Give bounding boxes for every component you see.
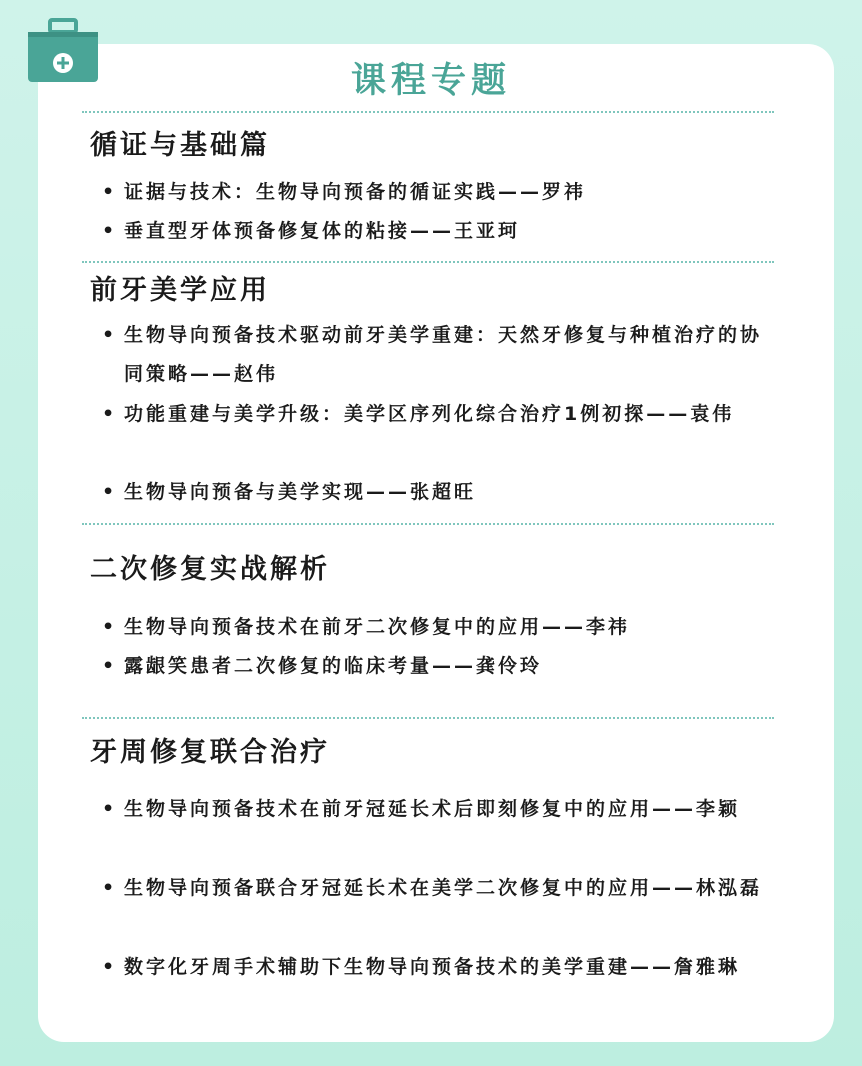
section-heading: 二次修复实战解析 [90, 554, 330, 585]
bullet: • [102, 877, 118, 899]
bullet: • [102, 798, 118, 820]
list-item [102, 395, 782, 434]
divider [82, 111, 774, 113]
bullet: • [102, 481, 118, 503]
bullet: • [102, 324, 118, 346]
section-heading: 牙周修复联合治疗 [90, 737, 330, 768]
list-item [102, 790, 782, 829]
section-heading: 前牙美学应用 [90, 275, 270, 306]
bullet: • [102, 181, 118, 203]
list-item-text: 生物导向预备与美学实现——张超旺 [124, 481, 477, 503]
list-item-text: 生物导向预备技术驱动前牙美学重建：天然牙修复与种植治疗的协同策略——赵伟 [124, 324, 763, 385]
list-item-text: 生物导向预备技术在前牙二次修复中的应用——李祎 [124, 616, 631, 638]
list-item-text: 垂直型牙体预备修复体的粘接——王亚珂 [124, 220, 521, 242]
divider [82, 717, 774, 719]
list-item [102, 647, 782, 686]
page-title: 课程专题 [350, 61, 511, 101]
divider [82, 261, 774, 263]
list-item [102, 473, 782, 512]
list-item-text: 证据与技术：生物导向预备的循证实践——罗祎 [124, 181, 587, 203]
bullet: • [102, 220, 118, 242]
list-item [102, 316, 782, 394]
list-item [102, 173, 782, 212]
list-item [102, 212, 782, 251]
bullet: • [102, 956, 118, 978]
list-item [102, 948, 782, 987]
bullet: • [102, 616, 118, 638]
bullet: • [102, 655, 118, 677]
section-heading: 循证与基础篇 [90, 130, 270, 161]
list-item-text: 功能重建与美学升级：美学区序列化综合治疗1例初探——袁伟 [124, 403, 735, 425]
list-item-text: 数字化牙周手术辅助下生物导向预备技术的美学重建——詹雅琳 [124, 956, 741, 978]
list-item [102, 608, 782, 647]
divider [82, 523, 774, 525]
bullet: • [102, 403, 118, 425]
list-item-text: 生物导向预备技术在前牙冠延长术后即刻修复中的应用——李颖 [124, 798, 741, 820]
list-item [102, 869, 782, 908]
list-item-text: 露龈笑患者二次修复的临床考量——龚伶玲 [124, 655, 543, 677]
list-item-text: 生物导向预备联合牙冠延长术在美学二次修复中的应用——林泓磊 [124, 877, 763, 899]
